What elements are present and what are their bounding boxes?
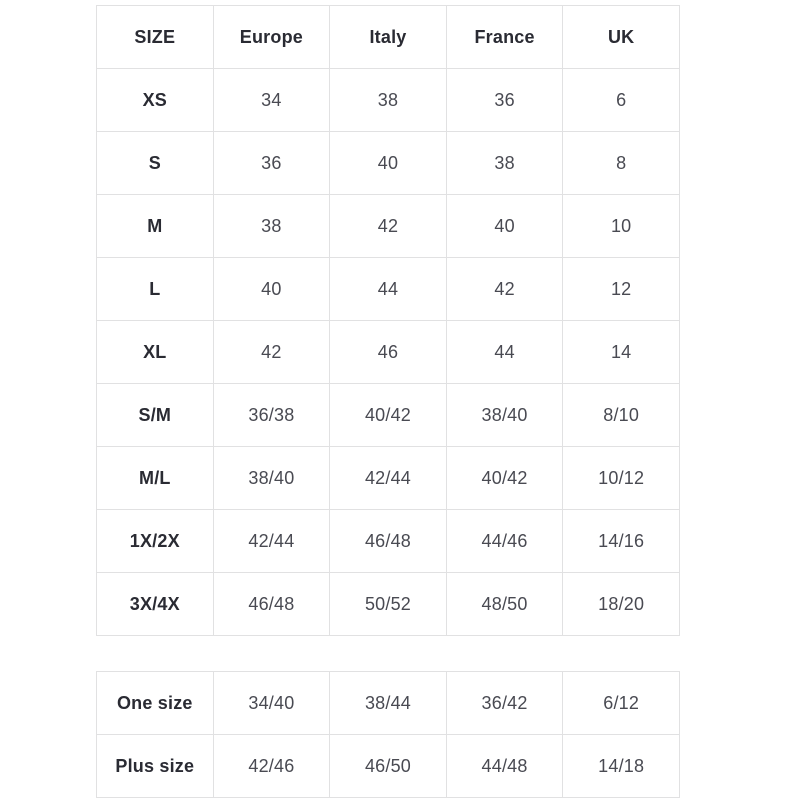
table-row-sm [97,384,680,447]
size-tables-container [96,5,680,798]
size-value: 36/38 [213,384,330,447]
size-value: 40 [213,258,330,321]
size-value: 46/50 [330,735,447,798]
size-value: 36 [446,69,563,132]
header-cell-france: France [446,6,563,69]
size-value: 38/40 [213,447,330,510]
size-value: 42 [213,321,330,384]
size-value: 38 [330,69,447,132]
size-label: M/L [97,447,214,510]
size-value: 6 [563,69,680,132]
size-value: 10 [563,195,680,258]
size-label: L [97,258,214,321]
size-value: 48/50 [446,573,563,636]
size-value: 38/44 [330,672,447,735]
header-cell-uk: UK [563,6,680,69]
size-label: XL [97,321,214,384]
size-value: 34/40 [213,672,330,735]
size-value: 42/44 [330,447,447,510]
size-value: 38 [446,132,563,195]
size-value: 34 [213,69,330,132]
size-value: 50/52 [330,573,447,636]
header-row [97,6,680,69]
size-value: 38 [213,195,330,258]
table-row-3x4x [97,573,680,636]
table-row-xl [97,321,680,384]
size-value: 12 [563,258,680,321]
size-value: 42 [446,258,563,321]
size-value: 38/40 [446,384,563,447]
table-row-s [97,132,680,195]
size-label: 1X/2X [97,510,214,573]
size-value: 8/10 [563,384,680,447]
size-value: 14 [563,321,680,384]
size-value: 18/20 [563,573,680,636]
size-value: 14/16 [563,510,680,573]
size-label: M [97,195,214,258]
size-value: 42/44 [213,510,330,573]
table-row-one-size [97,672,680,735]
size-value: 6/12 [563,672,680,735]
size-value: 10/12 [563,447,680,510]
table-row-xs [97,69,680,132]
size-value: 44/46 [446,510,563,573]
size-value: 36/42 [446,672,563,735]
table-row-1x2x [97,510,680,573]
size-value: 36 [213,132,330,195]
size-value: 8 [563,132,680,195]
size-value: 14/18 [563,735,680,798]
header-cell-europe: Europe [213,6,330,69]
size-value: 46/48 [213,573,330,636]
table-row-m [97,195,680,258]
size-value: 40 [330,132,447,195]
table-row-plus-size [97,735,680,798]
size-label: S [97,132,214,195]
size-label: Plus size [97,735,214,798]
size-value: 42 [330,195,447,258]
size-value: 44/48 [446,735,563,798]
size-value: 46/48 [330,510,447,573]
table-row-l [97,258,680,321]
one-size-plus-size-table [96,671,680,798]
header-cell-italy: Italy [330,6,447,69]
size-value: 40/42 [446,447,563,510]
size-value: 40 [446,195,563,258]
size-label: S/M [97,384,214,447]
table-row-ml [97,447,680,510]
size-value: 42/46 [213,735,330,798]
size-value: 46 [330,321,447,384]
size-label: XS [97,69,214,132]
size-value: 44 [330,258,447,321]
size-value: 44 [446,321,563,384]
size-label: One size [97,672,214,735]
size-label: 3X/4X [97,573,214,636]
size-value: 40/42 [330,384,447,447]
size-conversion-table [96,5,680,636]
header-cell-size: SIZE [97,6,214,69]
